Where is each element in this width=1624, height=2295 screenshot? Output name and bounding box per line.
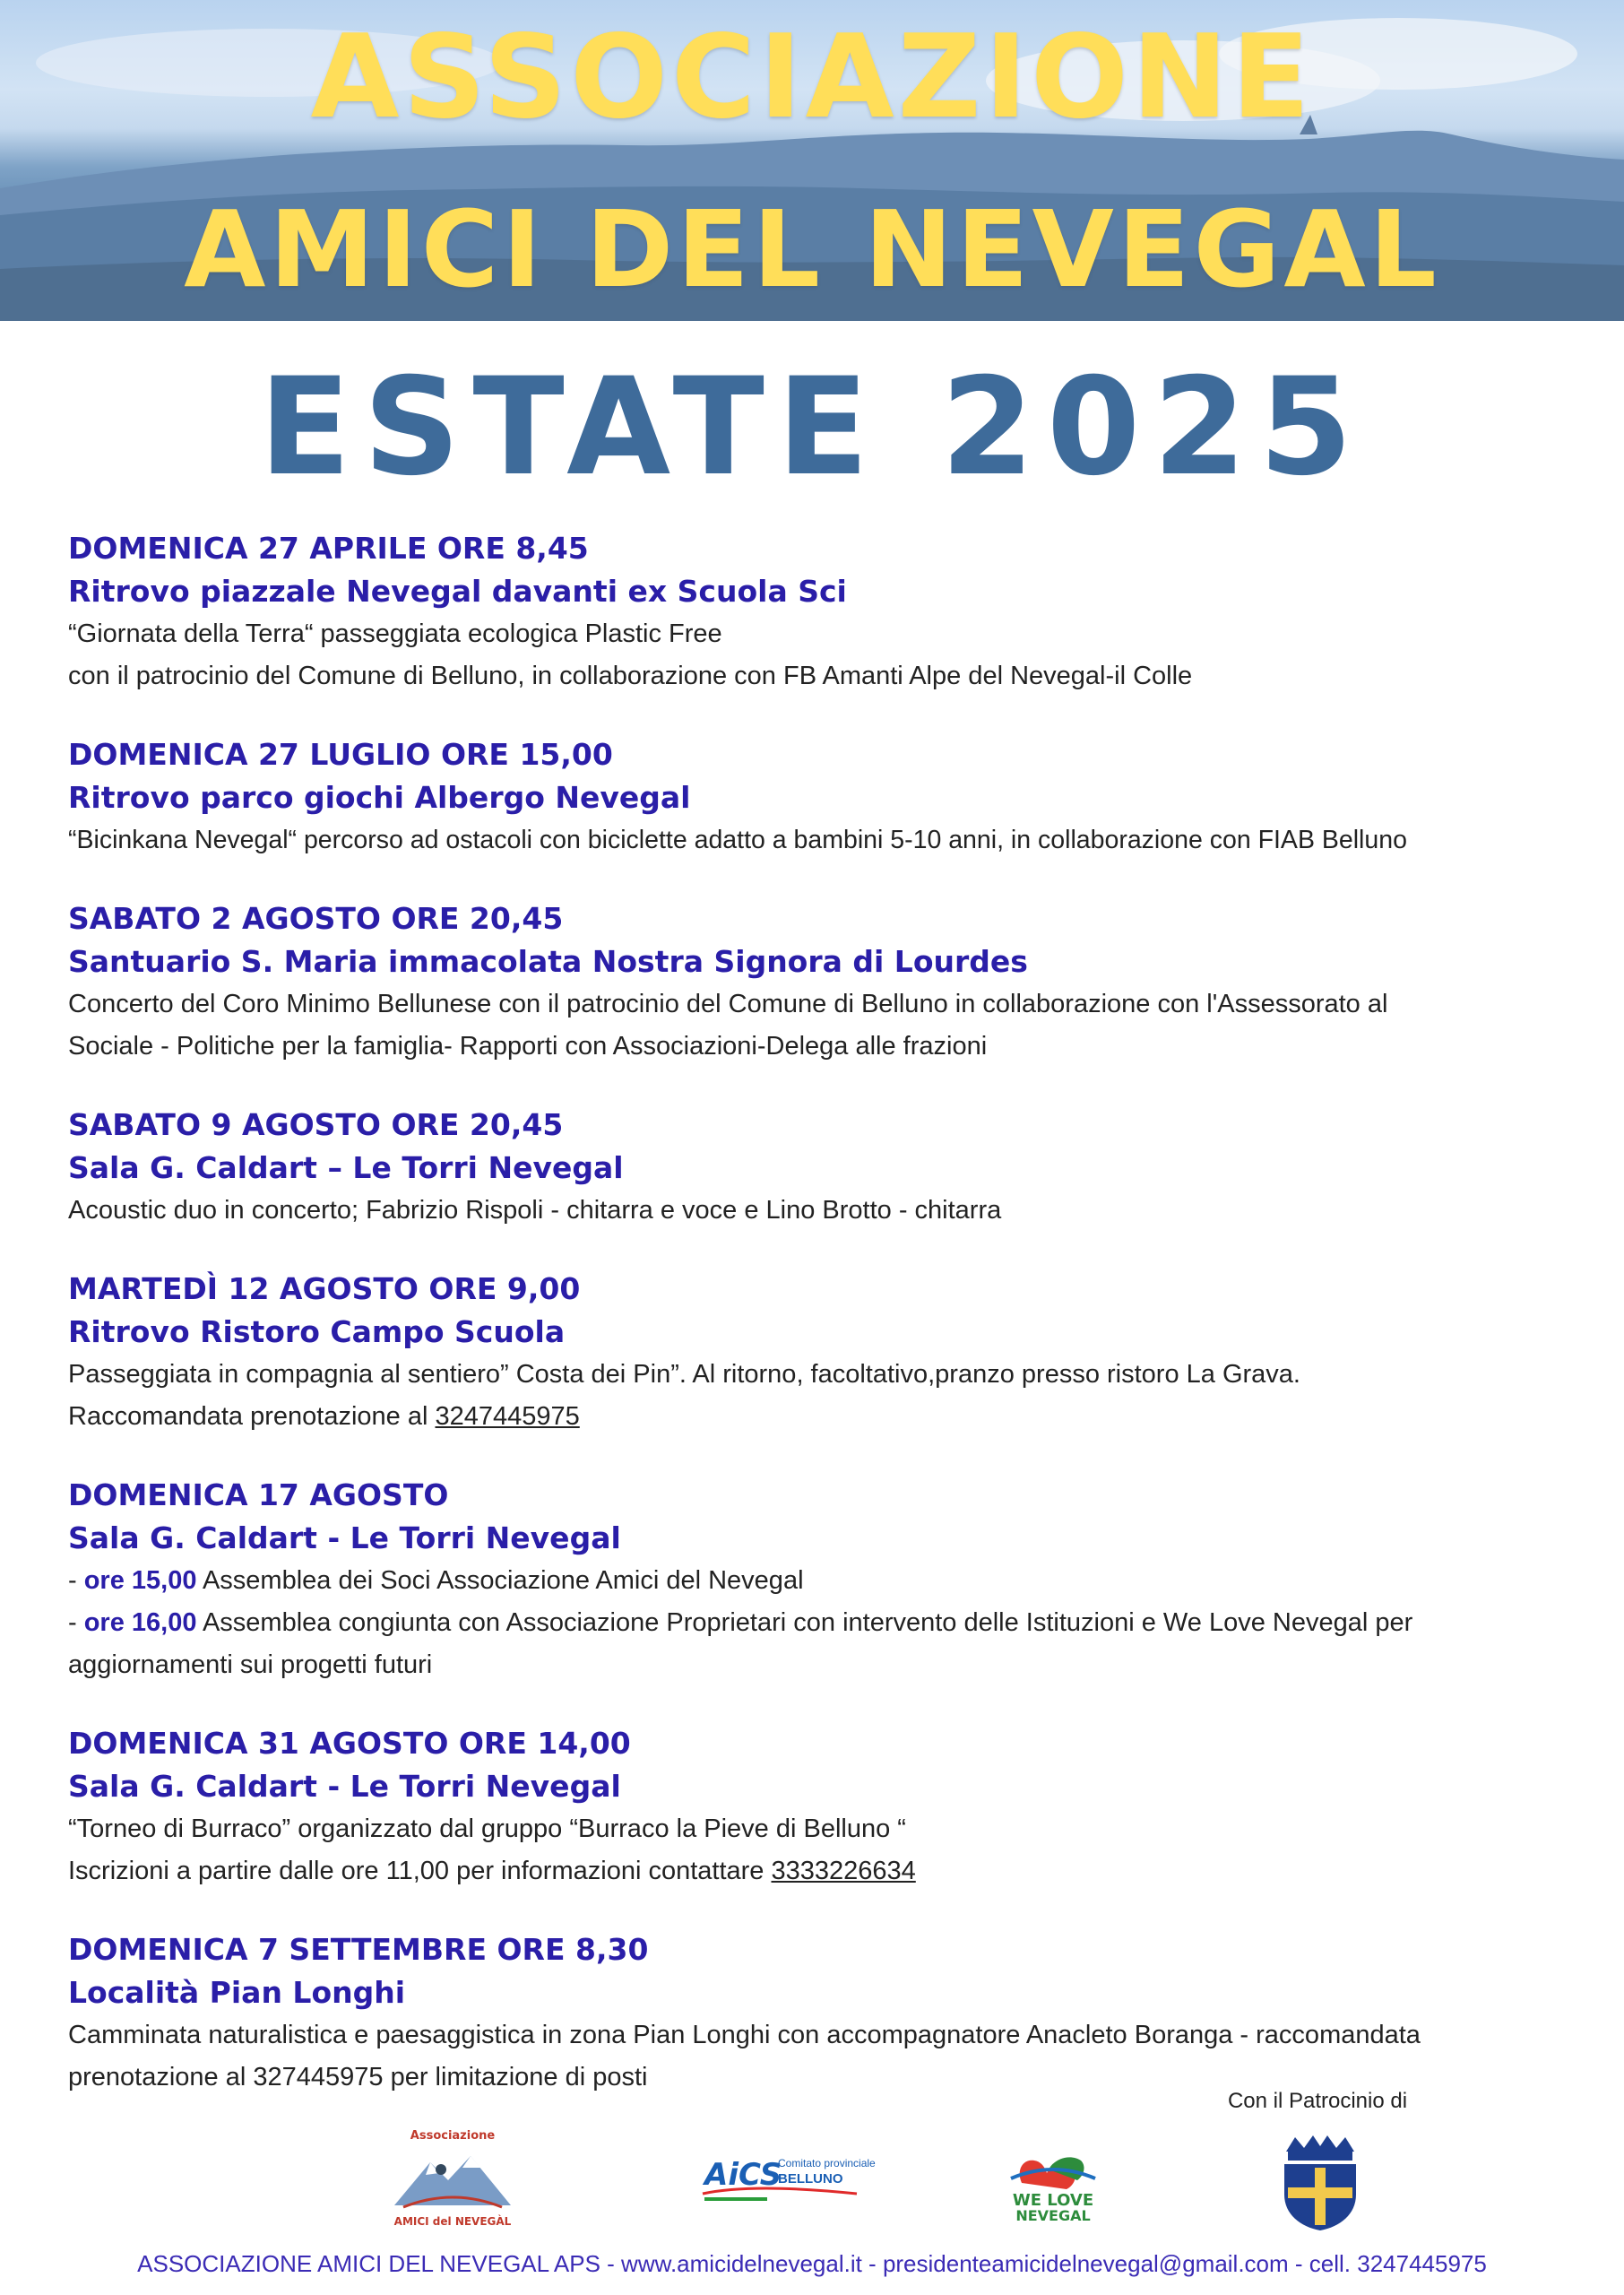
event-item [68,1268,1592,1438]
header-title-line2: AMICI DEL NEVEGAL [184,187,1440,311]
logo-text: AMICI del NEVEGÀL [393,2215,512,2228]
event-date: DOMENICA 27 APRILE ORE 8,45 [68,531,589,566]
event-place: Località Pian Longhi [68,1975,406,2010]
phone-link[interactable]: 3333226634 [771,1857,916,1885]
logo-text: Associazione [410,2129,496,2143]
event-place: Ritrovo piazzale Nevegal davanti ex Scuola Sci [68,574,847,609]
event-text: Raccomandata prenotazione al [68,1402,436,1431]
event-description [68,1396,1592,1438]
event-text: Iscrizioni a partire dalle ore 11,00 per informazioni contattare [68,1857,772,1885]
footer-contacts: ASSOCIAZIONE AMICI DEL NEVEGAL APS - www.amicidelnevegal.it - presidenteamicidelnevegal@gmail.com - cell. 3247445975 [137,2250,1487,2277]
coat-of-arms-logo [1277,2132,1363,2232]
event-description: Acoustic duo in concerto; Fabrizio Rispoli - chitarra e voce e Lino Brotto - chitarra [68,1196,1002,1225]
event-place: Ritrovo Ristoro Campo Scuola [68,1314,566,1349]
coat-of-arms-icon [1277,2132,1363,2232]
event-description: Sociale - Politiche per la famiglia- Rapporti con Associazioni-Delega alle frazioni [68,1032,988,1061]
event-item [68,733,1592,862]
logo-text: AiCS [704,2157,782,2193]
phone-link[interactable]: 3247445975 [435,1402,580,1431]
event-item [68,1104,1592,1232]
event-date: MARTEDÌ 12 AGOSTO ORE 9,00 [68,1271,581,1306]
logo-text: WE LOVE [1012,2191,1094,2210]
event-place: Santuario S. Maria immacolata Nostra Signora di Lourdes [68,944,1028,979]
event-description: - ore 16,00 Assemblea congiunta con Associazione Proprietari con intervento delle Istituzioni e We Love Nevegal per [68,1608,1413,1637]
logo-text: BELLUNO [778,2171,843,2187]
event-description: Passeggiata in compagnia al sentiero” Costa dei Pin”. Al ritorno, facoltativo,pranzo presso ristoro La Grava. [68,1360,1300,1389]
event-item [68,1722,1592,1892]
event-date: DOMENICA 31 AGOSTO ORE 14,00 [68,1726,631,1761]
aics-logo-image [699,2147,876,2210]
event-date: DOMENICA 17 AGOSTO [68,1477,449,1512]
aics-logo [699,2147,876,2210]
event-description: prenotazione al 327445975 per limitazione di posti [68,2063,648,2091]
event-item [68,1928,1592,2099]
event-date: DOMENICA 27 LUGLIO ORE 15,00 [68,737,613,772]
we-love-nevegal-image [1004,2134,1102,2223]
event-description [68,1850,1592,1892]
event-time: ore 15,00 [83,1566,197,1595]
event-item [68,1474,1592,1686]
event-place: Sala G. Caldart - Le Torri Nevegal [68,1769,621,1804]
event-description: “Giornata della Terra“ passeggiata ecologica Plastic Free [68,619,722,648]
event-time: ore 16,00 [83,1608,197,1637]
event-place: Sala G. Caldart - Le Torri Nevegal [68,1520,621,1555]
event-text: Assemblea congiunta con Associazione Proprietari con intervento delle Istituzioni e We Love Nevegal per [196,1608,1413,1637]
event-description: Camminata naturalistica e paesaggistica in zona Pian Longhi con accompagnatore Anacleto Boranga - raccomandata [68,2021,1421,2049]
headline-estate: ESTATE 2025 [258,350,1366,506]
logo-text: NEVEGAL [1015,2207,1091,2224]
event-date: DOMENICA 7 SETTEMBRE ORE 8,30 [68,1932,649,1967]
event-place: Sala G. Caldart – Le Torri Nevegal [68,1150,624,1185]
event-date: SABATO 9 AGOSTO ORE 20,45 [68,1107,564,1142]
event-item [68,897,1592,1068]
event-description: “Bicinkana Nevegal“ percorso ad ostacoli con biciclette adatto a bambini 5-10 anni, in collaborazione con FIAB Belluno [68,826,1407,854]
event-description: aggiornamenti sui progetti futuri [68,1650,433,1679]
logo-text: Comitato provinciale [778,2157,876,2169]
event-text: Assemblea dei Soci Associazione Amici del Nevegal [196,1566,804,1595]
header-banner [0,0,1624,321]
patrocinio-label: Con il Patrocinio di [1227,2089,1408,2113]
event-description: Concerto del Coro Minimo Bellunese con il patrocinio del Comune di Belluno in collaborazione con l'Assessorato al [68,990,1388,1018]
event-description: con il patrocinio del Comune di Belluno, in collaborazione con FB Amanti Alpe del Nevegal-il Colle [68,662,1193,690]
event-description: - ore 15,00 Assemblea dei Soci Associazione Amici del Nevegal [68,1566,804,1595]
event-place: Ritrovo parco giochi Albergo Nevegal [68,780,691,815]
associazione-logo [385,2125,520,2232]
we-love-nevegal-logo [1004,2134,1102,2223]
event-date: SABATO 2 AGOSTO ORE 20,45 [68,901,564,936]
header-title-line1: ASSOCIAZIONE [310,11,1314,144]
associazione-logo-image [385,2125,520,2232]
event-description: “Torneo di Burraco” organizzato dal gruppo “Burraco la Pieve di Belluno “ [68,1814,906,1843]
event-item [68,527,1592,697]
events-list [68,527,1592,2135]
